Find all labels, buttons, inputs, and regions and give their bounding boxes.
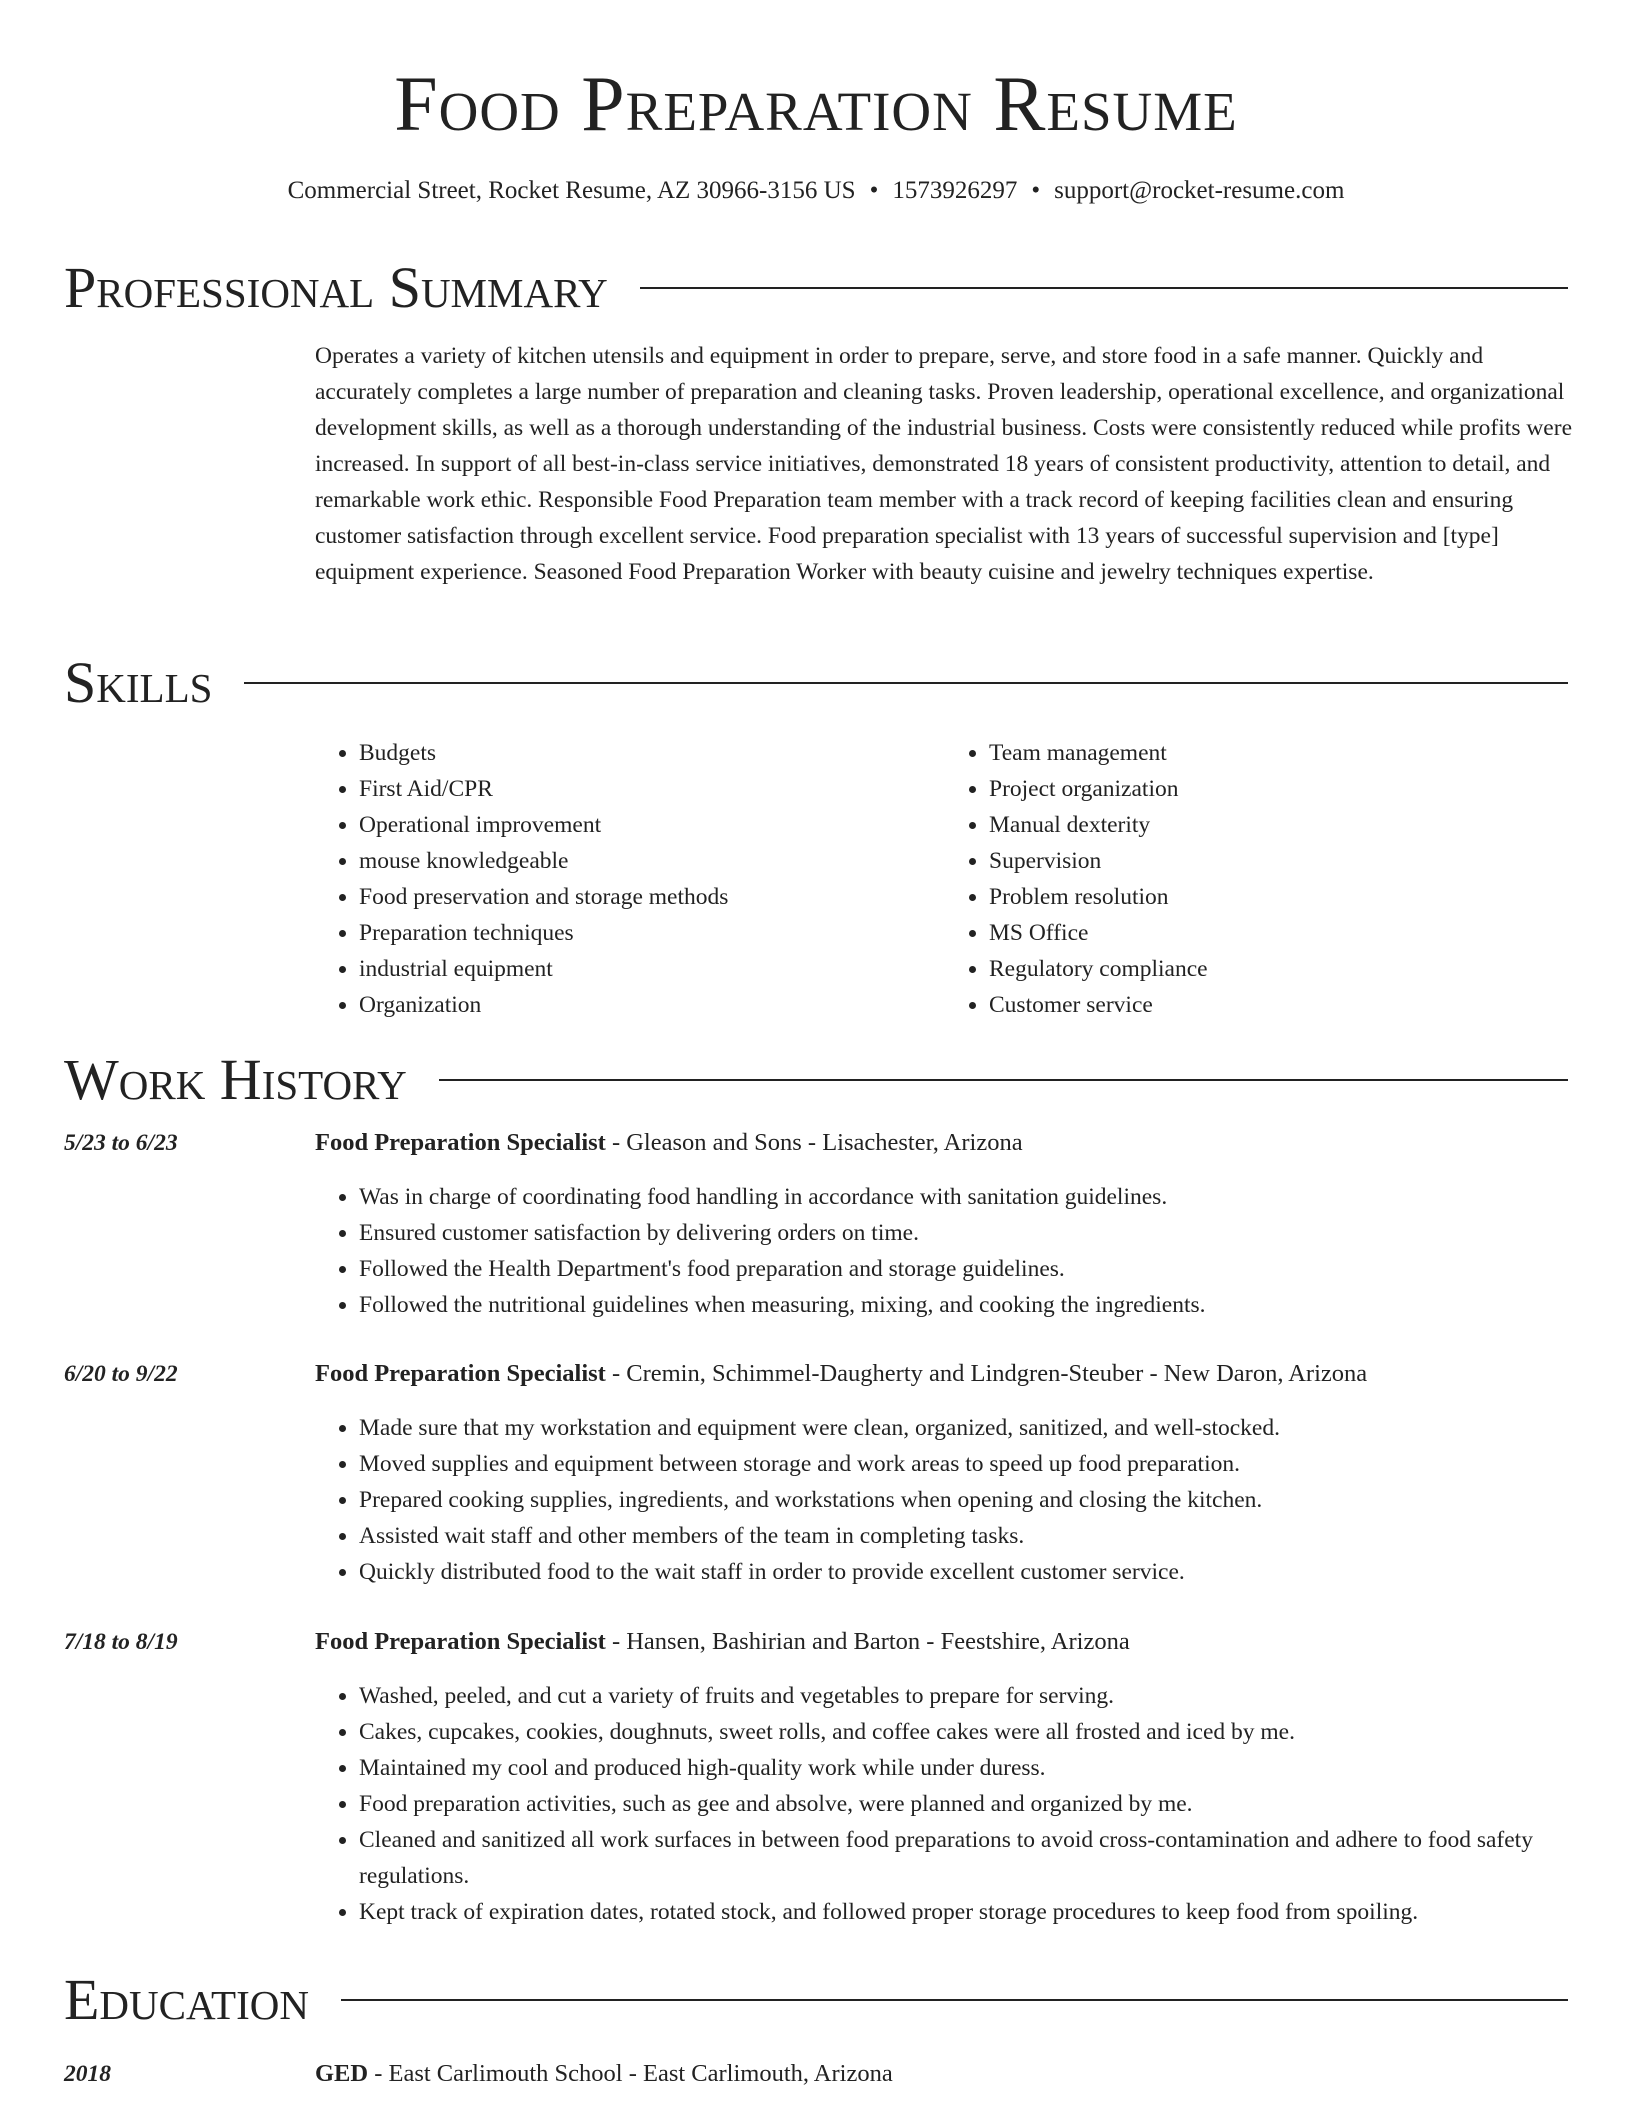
- section-divider: [439, 1079, 1568, 1081]
- contact-line: [0, 174, 1632, 208]
- skill-item: • Preparation techniques: [359, 915, 945, 951]
- skills-heading: [64, 650, 1568, 715]
- work-history-heading: [64, 1047, 1568, 1112]
- job-title: Food Preparation Specialist: [315, 1360, 606, 1387]
- skill-item: • Manual dexterity: [989, 807, 1575, 843]
- job-employer: - Hansen, Bashirian and Barton - Feestshire, Arizona: [605, 1628, 1130, 1655]
- contact-separator: •: [1031, 177, 1041, 204]
- job-duty: • Prepared cooking supplies, ingredients, and workstations when opening and closing the kitchen.: [359, 1482, 1568, 1518]
- skills-list: [315, 735, 1575, 1023]
- job-employer: - Cremin, Schimmel-Daugherty and Lindgren-Steuber - New Daron, Arizona: [605, 1360, 1368, 1387]
- work-history-heading-text: Work History: [64, 1047, 407, 1112]
- section-divider: [244, 682, 1568, 684]
- job-title: Food Preparation Specialist: [315, 1628, 606, 1655]
- job-employer: - Gleason and Sons - Lisachester, Arizona: [605, 1129, 1023, 1156]
- education-line: [315, 2056, 893, 2092]
- job-duty: • Washed, peeled, and cut a variety of fruits and vegetables to prepare for serving.: [359, 1678, 1568, 1714]
- contact-separator: •: [869, 177, 879, 204]
- skill-item: • Supervision: [989, 843, 1575, 879]
- job-title-line: [315, 1356, 1367, 1392]
- skills-column-left: [315, 735, 945, 1023]
- section-divider: [341, 1999, 1568, 2001]
- education-year: 2018: [64, 2061, 111, 2087]
- job-duties: [315, 1678, 1568, 1930]
- summary-text: Operates a variety of kitchen utensils and equipment in order to prepare, serve, and store food in a safe manner. Quickly and accurately completes a large number of preparation and cleaning tasks. Proven leadership, operational excellence, and organizational development skills, as well as a thorough understanding of the industrial business. Costs were consistently reduced while profits were increased. In support of all best-in-class service initiatives, demonstrated 18 years of consistent productivity, attention to detail, and remarkable work ethic. Responsible Food Preparation team member with a track record of keeping facilities clean and ensuring customer satisfaction through excellent service. Food preparation specialist with 13 years of successful supervision and [type] equipment experience. Seasoned Food Preparation Worker with beauty cuisine and jewelry techniques expertise.: [315, 343, 1572, 585]
- job-duties: [315, 1410, 1568, 1590]
- job-title: Food Preparation Specialist: [315, 1129, 606, 1156]
- section-divider: [640, 287, 1568, 289]
- job-duty: • Followed the nutritional guidelines when measuring, mixing, and cooking the ingredients.: [359, 1287, 1568, 1323]
- education-heading-text: Education: [64, 1967, 309, 2032]
- skill-item: • Customer service: [989, 987, 1575, 1023]
- job-duty: • Quickly distributed food to the wait staff in order to provide excellent customer service.: [359, 1554, 1568, 1590]
- skills-heading-text: Skills: [64, 650, 213, 715]
- job-dates: 7/18 to 8/19: [64, 1629, 178, 1655]
- job-duty: • Was in charge of coordinating food handling in accordance with sanitation guidelines.: [359, 1179, 1568, 1215]
- job-duty: • Cleaned and sanitized all work surfaces in between food preparations to avoid cross-contamination and adhere to food safety regulations.: [359, 1822, 1568, 1894]
- skill-item: • First Aid/CPR: [359, 771, 945, 807]
- skill-item: • Team management: [989, 735, 1575, 771]
- job-duty: • Food preparation activities, such as gee and absolve, were planned and organized by me.: [359, 1786, 1568, 1822]
- skill-item: • Budgets: [359, 735, 945, 771]
- job-duty: • Assisted wait staff and other members of the team in completing tasks.: [359, 1518, 1568, 1554]
- education-school: - East Carlimouth School - East Carlimouth, Arizona: [368, 2060, 893, 2087]
- address: Commercial Street, Rocket Resume, AZ 30966-3156 US: [287, 177, 856, 204]
- job-duty: • Made sure that my workstation and equipment were clean, organized, sanitized, and well-stocked.: [359, 1410, 1568, 1446]
- job-dates: 6/20 to 9/22: [64, 1361, 178, 1387]
- skill-item: • Problem resolution: [989, 879, 1575, 915]
- phone: 1573926297: [892, 177, 1018, 204]
- job-duty: • Moved supplies and equipment between storage and work areas to speed up food preparation.: [359, 1446, 1568, 1482]
- job-duty: • Kept track of expiration dates, rotated stock, and followed proper storage procedures to keep food from spoiling.: [359, 1894, 1568, 1930]
- skill-item: • industrial equipment: [359, 951, 945, 987]
- education-heading: [64, 1967, 1568, 2032]
- job-title-line: [315, 1624, 1130, 1660]
- job-duty: • Followed the Health Department's food preparation and storage guidelines.: [359, 1251, 1568, 1287]
- skill-item: • MS Office: [989, 915, 1575, 951]
- skill-item: • Regulatory compliance: [989, 951, 1575, 987]
- job-duty: • Maintained my cool and produced high-quality work while under duress.: [359, 1750, 1568, 1786]
- summary-heading-text: Professional Summary: [64, 255, 608, 320]
- job-dates: 5/23 to 6/23: [64, 1130, 178, 1156]
- skill-item: • Project organization: [989, 771, 1575, 807]
- job-duties: [315, 1179, 1568, 1323]
- skill-item: • Operational improvement: [359, 807, 945, 843]
- job-title-line: [315, 1125, 1023, 1161]
- job-duty: • Ensured customer satisfaction by delivering orders on time.: [359, 1215, 1568, 1251]
- education-degree: GED: [315, 2060, 369, 2087]
- email: support@rocket-resume.com: [1054, 177, 1345, 204]
- summary-heading: [64, 255, 1568, 320]
- skills-column-right: [945, 735, 1575, 1023]
- skill-item: • mouse knowledgeable: [359, 843, 945, 879]
- resume-title: Food Preparation Resume: [394, 60, 1238, 147]
- skill-item: • Organization: [359, 987, 945, 1023]
- skill-item: • Food preservation and storage methods: [359, 879, 945, 915]
- job-duty: • Cakes, cupcakes, cookies, doughnuts, sweet rolls, and coffee cakes were all frosted and iced by me.: [359, 1714, 1568, 1750]
